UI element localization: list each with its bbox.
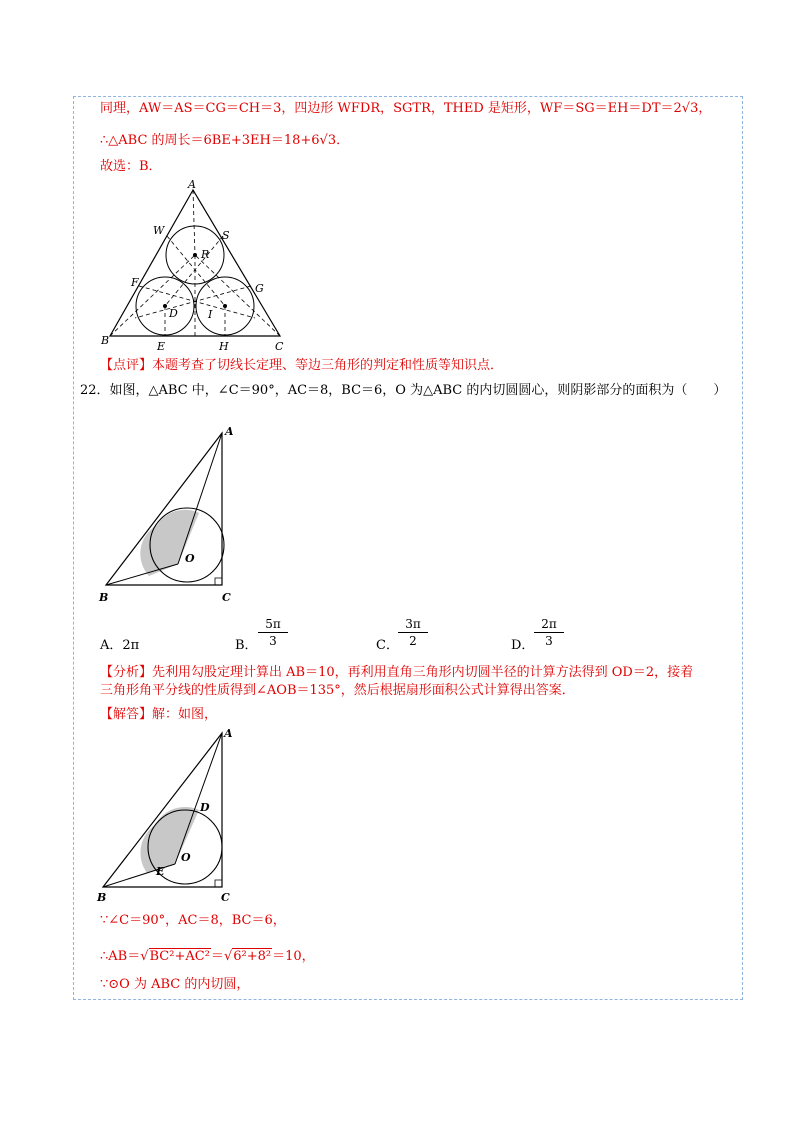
analysis-line1: 【分析】先利用勾股定理计算出 AB＝10，再利用直角三角形内切圆半径的计算方法得到 OD＝2，接着	[100, 665, 694, 680]
label-D: D	[169, 307, 178, 320]
option-c-fraction: $\frac{3\pi}{2}$	[398, 616, 428, 649]
fig3-label-O: O	[181, 851, 191, 864]
fig2-label-O: O	[185, 552, 195, 565]
option-c-letter[interactable]: C．	[376, 638, 399, 653]
solution-line3: ∵⊙O 为 ABC 的内切圆，	[100, 977, 250, 992]
figure-equilateral-triangle	[95, 178, 295, 353]
label-A: A	[188, 178, 196, 191]
option-a[interactable]: A．2π	[100, 638, 140, 653]
label-F: F	[131, 276, 139, 289]
figure-right-triangle-2	[95, 725, 245, 905]
fig3-label-C: C	[221, 891, 230, 904]
question-text: 如图，△ABC 中，∠C＝90°，AC＝8，BC＝6，O 为△ABC 的内切圆圆心，则阴影部分的面积为（ ）	[109, 383, 727, 398]
label-C: C	[275, 340, 284, 353]
solution-head: 【解答】解：如图，	[100, 707, 218, 722]
option-d-fraction: $\frac{2\pi}{3}$	[534, 616, 564, 649]
label-G: G	[255, 282, 264, 295]
prev-solution-line1: 同理，AW＝AS＝CG＝CH＝3，四边形 WFDR，SGTR，THED 是矩形，WF＝SG＝EH＝DT＝2√3，	[100, 101, 712, 116]
fig3-label-E: E	[156, 865, 165, 878]
label-B: B	[101, 334, 110, 347]
prev-solution-line3: 故选：B．	[100, 159, 162, 174]
option-b-letter[interactable]: B．	[235, 638, 258, 653]
figure-right-triangle-1	[95, 425, 245, 605]
fig2-label-A: A	[225, 425, 234, 438]
question-22	[80, 382, 730, 400]
analysis-line2: 三角形角平分线的性质得到∠AOB＝135°，然后根据扇形面积公式计算得出答案．	[100, 683, 575, 698]
fig3-label-A: A	[224, 727, 233, 740]
label-I: I	[208, 308, 213, 321]
fig2-label-C: C	[222, 591, 231, 604]
label-R: R	[201, 248, 210, 261]
question-number: 22．	[80, 383, 110, 398]
comment-line: 【点评】本题考查了切线长定理、等边三角形的判定和性质等知识点．	[100, 358, 504, 373]
label-S: S	[222, 229, 230, 242]
fig2-label-B: B	[99, 591, 109, 604]
fig3-label-D: D	[200, 801, 210, 814]
solution-line1: ∵∠C＝90°，AC＝8，BC＝6，	[100, 913, 286, 928]
option-b-fraction: $\frac{5\pi}{3}$	[258, 616, 288, 649]
option-d-letter[interactable]: D．	[511, 638, 535, 653]
prev-solution-line2: ∴△ABC 的周长＝6BE+3EH＝18+6√3．	[100, 133, 350, 148]
label-E: E	[157, 340, 166, 353]
label-W: W	[153, 224, 165, 237]
fig3-label-B: B	[97, 891, 107, 904]
label-H: H	[219, 340, 229, 353]
solution-line2: ∴AB＝√BC²+AC²＝√6²+8²＝10，	[100, 949, 315, 964]
